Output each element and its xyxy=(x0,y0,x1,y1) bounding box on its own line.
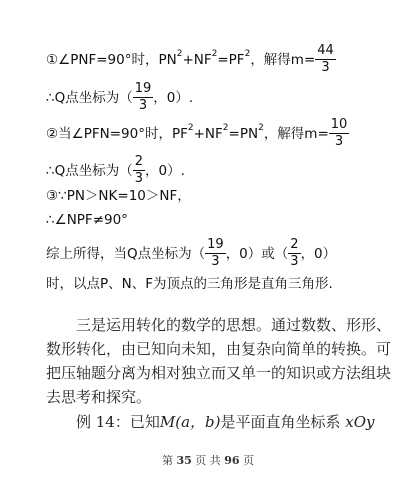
case2-frac-num: 10 xyxy=(330,117,348,132)
summary-fraction-2 xyxy=(289,238,299,269)
case1-tail: ，解得m= xyxy=(250,51,316,68)
case2-line xyxy=(46,118,349,149)
case1-equals: =PF xyxy=(217,51,245,68)
case3-line: ③∵PN＞NK=10＞NF， xyxy=(46,188,191,204)
summary-fraction-1 xyxy=(206,238,225,269)
case2-tail: ，解得m= xyxy=(263,125,329,142)
summary-post: ，0） xyxy=(300,245,337,262)
summary-f2-den: 3 xyxy=(290,254,299,269)
coord1-fraction xyxy=(134,82,153,113)
conclusion-line: 时，以点P、N、F为顶点的三角形是直角三角形. xyxy=(46,276,333,292)
case1-condition: ∠PNF=90°时，PN xyxy=(58,51,177,68)
case2-equals: =PN xyxy=(228,125,259,142)
case2-condition: ②当∠PFN=90°时，PF xyxy=(46,125,188,142)
summary-line xyxy=(46,238,336,269)
case3b-line: ∴∠NPF≠90° xyxy=(46,212,128,228)
example-label: 例 14：已知 xyxy=(76,413,160,431)
summary-f1-den: 3 xyxy=(205,253,226,269)
footer-post: 页 xyxy=(243,454,255,467)
case2-square-3: 2 xyxy=(258,122,264,133)
method-paragraph: 三是运用转化的数学的思想。通过数数、形形、数形转化，由已知向未知，由复杂向简单的转换。可把压轴题分离为相对独立而又单一的知识或方法组块去思考和探究。 xyxy=(46,316,392,406)
coord2-post: ，0）. xyxy=(145,162,185,179)
coord1-post: ，0）. xyxy=(153,89,194,106)
case1-line xyxy=(46,44,336,75)
summary-f1-num: 19 xyxy=(207,237,224,252)
case2-square-2: 2 xyxy=(222,122,229,133)
case2-frac-den: 3 xyxy=(329,133,350,149)
example-line xyxy=(46,410,392,434)
case1-frac-num: 44 xyxy=(317,43,334,58)
coord2-frac-den: 3 xyxy=(134,171,143,186)
example-text: 是平面直角坐标系 xyxy=(220,413,341,431)
coord2-frac-num: 2 xyxy=(134,154,143,169)
coord2-line xyxy=(46,155,185,186)
footer-page-number: 35 xyxy=(176,454,192,467)
case1-square-2: 2 xyxy=(211,48,218,59)
summary-f2-num: 2 xyxy=(290,237,299,252)
case1-plus: +NF xyxy=(182,51,212,68)
coord1-pre: ∴Q点坐标为（ xyxy=(46,89,133,106)
case2-fraction xyxy=(330,118,349,149)
case1-square-3: 2 xyxy=(244,48,251,59)
example-sys: xOy xyxy=(345,413,375,431)
case1-fraction xyxy=(316,44,335,75)
coord1-line xyxy=(46,82,193,113)
case1-square-1: 2 xyxy=(176,48,183,59)
summary-mid: ，0）或（ xyxy=(225,245,289,262)
summary-pre: 综上所得，当Q点坐标为（ xyxy=(46,245,206,262)
coord2-pre: ∴Q点坐标为（ xyxy=(46,162,133,179)
case1-marker: ① xyxy=(46,51,59,68)
footer-total-pages: 96 xyxy=(224,454,240,467)
footer-pre: 第 xyxy=(161,454,173,467)
footer-mid: 页 共 xyxy=(195,454,221,467)
coord2-fraction xyxy=(134,155,144,186)
example-m: M xyxy=(159,413,176,431)
coord1-frac-den: 3 xyxy=(133,97,154,113)
case1-frac-den: 3 xyxy=(315,59,336,75)
page-footer xyxy=(0,452,416,468)
coord1-frac-num: 19 xyxy=(134,81,152,96)
case2-square-1: 2 xyxy=(187,122,194,133)
example-coords: (a，b) xyxy=(175,413,221,431)
case2-plus: +NF xyxy=(193,125,223,142)
